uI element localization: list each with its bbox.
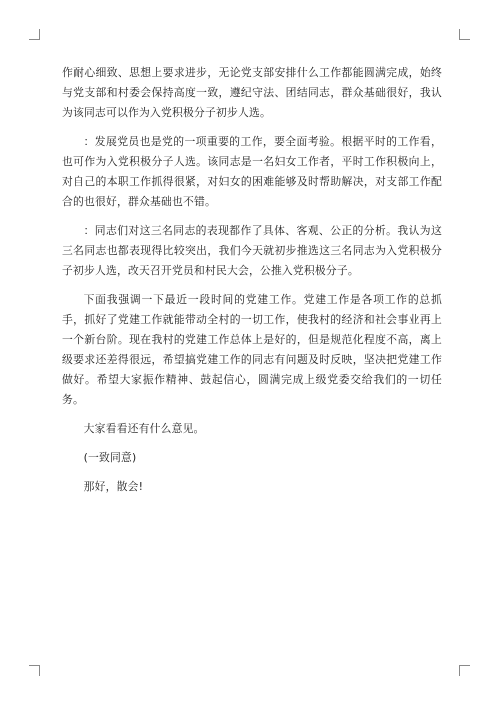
crop-mark-top-right bbox=[459, 29, 470, 40]
paragraph-nomination-summary: ：同志们对这三名同志的表现都作了具体、客观、公正的分析。我认为这三名同志也都表现得比较突出，我们今天就初步推选这三名同志为入党积极分子初步人选，改天召开党员和村民大会，公推入党积极分子。 bbox=[62, 224, 442, 277]
paragraph-member-development: ：发展党员也是党的一项重要的工作，要全面考验。根据平时的工作看，也可作为入党积极分子人选。该同志是一名妇女工作者，平时工作积极向上，对自己的本职工作抓得很紧，对妇女的困难能够及时帮助解决，对支部工作配合的也很好，群众基础也不错。 bbox=[62, 135, 442, 208]
paragraph-adjourn: 那好，散会! bbox=[83, 480, 144, 493]
document-body bbox=[62, 63, 442, 506]
paragraph-party-building: 下面我强调一下最近一段时间的党建工作。党建工作是各项工作的总抓手，抓好了党建工作就能带动全村的一切工作，使我村的经济和社会事业再上一个新台阶。现在我村的党建工作总体上是好的，但是规范化程度不高，离上级要求还差得很远，希望搞党建工作的同志有问题及时反映，坚决把党建工作做好。希望大家振作精神、鼓起信心，圆满完成上级党委交给我们的一切任务。 bbox=[62, 293, 442, 406]
paragraph-opinions: 大家看看还有什么意见。 bbox=[83, 422, 205, 435]
crop-mark-top-left bbox=[29, 29, 40, 40]
paragraph-continuation: 作耐心细致、思想上要求进步，无论党支部安排什么工作都能圆满完成，始终与党支部和村委会保持高度一致，遵纪守法、团结同志，群众基础很好，我认为该同志可以作为入党积极分子初步人选。 bbox=[62, 66, 442, 119]
crop-mark-bottom-right bbox=[459, 665, 470, 676]
paragraph-unanimous: (一致同意) bbox=[83, 451, 137, 464]
crop-mark-bottom-left bbox=[29, 665, 40, 676]
